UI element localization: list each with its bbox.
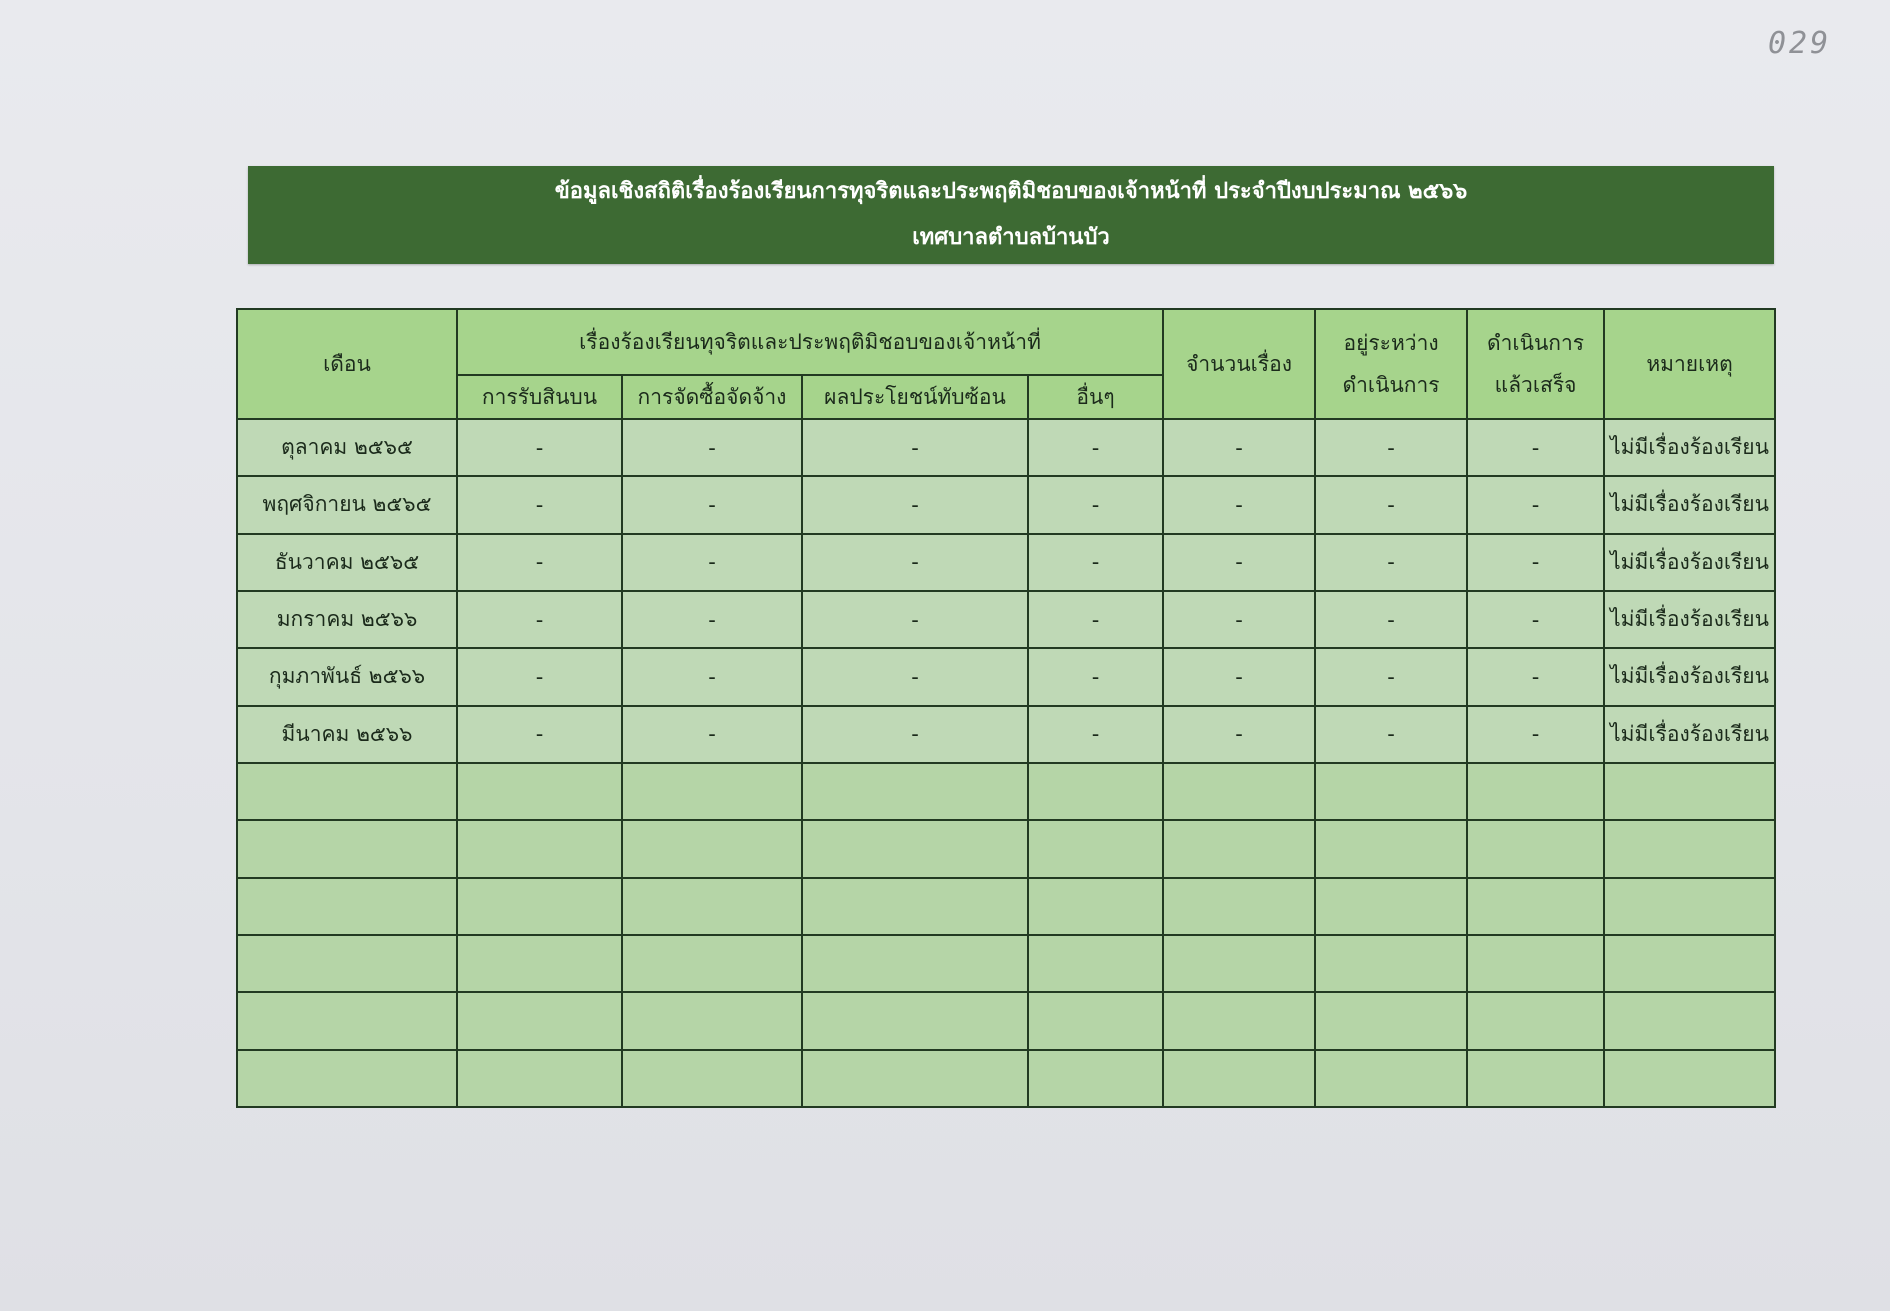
in-progress-cell: - xyxy=(1315,476,1467,533)
header-other: อื่นๆ xyxy=(1028,375,1163,419)
empty-cell xyxy=(802,1050,1028,1107)
empty-cell xyxy=(1028,1050,1163,1107)
month-cell: กุมภาพันธ์ ๒๕๖๖ xyxy=(237,648,457,705)
procurement-cell: - xyxy=(622,648,802,705)
header-bribery: การรับสินบน xyxy=(457,375,622,419)
empty-cell xyxy=(237,1050,457,1107)
header-complaint-types: เรื่องร้องเรียนทุจริตและประพฤติมิชอบของเจ้าหน้าที่ xyxy=(457,309,1163,375)
completed-cell: - xyxy=(1467,706,1604,763)
organization-name: เทศบาลตำบลบ้านบัว xyxy=(912,225,1110,250)
completed-cell: - xyxy=(1467,419,1604,476)
empty-cell xyxy=(237,820,457,877)
empty-cell xyxy=(622,935,802,992)
empty-cell xyxy=(1315,1050,1467,1107)
count-cell: - xyxy=(1163,419,1315,476)
empty-cell xyxy=(1163,763,1315,820)
empty-cell xyxy=(802,763,1028,820)
month-cell: มกราคม ๒๕๖๖ xyxy=(237,591,457,648)
empty-row xyxy=(237,935,1775,992)
conflict-cell: - xyxy=(802,706,1028,763)
conflict-cell: - xyxy=(802,419,1028,476)
header-in-progress-line2: ดำเนินการ xyxy=(1342,373,1440,397)
empty-cell xyxy=(457,878,622,935)
header-remark: หมายเหตุ xyxy=(1604,309,1775,419)
empty-cell xyxy=(1604,992,1775,1049)
count-cell: - xyxy=(1163,591,1315,648)
completed-cell: - xyxy=(1467,476,1604,533)
count-cell: - xyxy=(1163,476,1315,533)
empty-cell xyxy=(1467,820,1604,877)
empty-cell xyxy=(622,763,802,820)
table-row xyxy=(237,476,1775,533)
conflict-cell: - xyxy=(802,591,1028,648)
empty-cell xyxy=(237,763,457,820)
empty-cell xyxy=(237,935,457,992)
count-cell: - xyxy=(1163,534,1315,591)
empty-cell xyxy=(1163,992,1315,1049)
empty-cell xyxy=(1315,820,1467,877)
empty-cell xyxy=(1467,763,1604,820)
completed-cell: - xyxy=(1467,534,1604,591)
empty-cell xyxy=(802,878,1028,935)
in-progress-cell: - xyxy=(1315,534,1467,591)
procurement-cell: - xyxy=(622,591,802,648)
remark-cell: ไม่มีเรื่องร้องเรียน xyxy=(1604,476,1775,533)
empty-row xyxy=(237,1050,1775,1107)
bribery-cell: - xyxy=(457,591,622,648)
empty-cell xyxy=(457,1050,622,1107)
empty-cell xyxy=(622,820,802,877)
in-progress-cell: - xyxy=(1315,419,1467,476)
procurement-cell: - xyxy=(622,419,802,476)
other-cell: - xyxy=(1028,706,1163,763)
empty-cell xyxy=(1604,935,1775,992)
empty-cell xyxy=(1467,878,1604,935)
page-number: 029 xyxy=(1768,26,1832,61)
table-row xyxy=(237,591,1775,648)
other-cell: - xyxy=(1028,648,1163,705)
remark-cell: ไม่มีเรื่องร้องเรียน xyxy=(1604,591,1775,648)
empty-row xyxy=(237,820,1775,877)
empty-cell xyxy=(237,878,457,935)
empty-cell xyxy=(1467,1050,1604,1107)
empty-cell xyxy=(1315,878,1467,935)
empty-cell xyxy=(1028,992,1163,1049)
empty-cell xyxy=(1163,820,1315,877)
count-cell: - xyxy=(1163,706,1315,763)
empty-cell xyxy=(1028,763,1163,820)
empty-cell xyxy=(1163,1050,1315,1107)
completed-cell: - xyxy=(1467,591,1604,648)
other-cell: - xyxy=(1028,476,1163,533)
table-row xyxy=(237,648,1775,705)
empty-cell xyxy=(237,992,457,1049)
header-month: เดือน xyxy=(237,309,457,419)
empty-row xyxy=(237,763,1775,820)
empty-cell xyxy=(1467,935,1604,992)
remark-cell: ไม่มีเรื่องร้องเรียน xyxy=(1604,419,1775,476)
month-cell: มีนาคม ๒๕๖๖ xyxy=(237,706,457,763)
empty-cell xyxy=(1467,992,1604,1049)
header-completed xyxy=(1467,309,1604,419)
conflict-cell: - xyxy=(802,534,1028,591)
header-in-progress xyxy=(1315,309,1467,419)
other-cell: - xyxy=(1028,419,1163,476)
title-banner xyxy=(248,166,1774,264)
header-procurement: การจัดซื้อจัดจ้าง xyxy=(622,375,802,419)
header-in-progress-line1: อยู่ระหว่าง xyxy=(1343,331,1439,355)
empty-row xyxy=(237,878,1775,935)
empty-cell xyxy=(622,1050,802,1107)
empty-cell xyxy=(457,935,622,992)
procurement-cell: - xyxy=(622,534,802,591)
empty-cell xyxy=(1028,820,1163,877)
header-conflict-of-interest: ผลประโยชน์ทับซ้อน xyxy=(802,375,1028,419)
bribery-cell: - xyxy=(457,476,622,533)
empty-cell xyxy=(457,820,622,877)
empty-cell xyxy=(622,992,802,1049)
month-cell: พฤศจิกายน ๒๕๖๕ xyxy=(237,476,457,533)
empty-cell xyxy=(457,992,622,1049)
table-row xyxy=(237,534,1775,591)
empty-cell xyxy=(1028,935,1163,992)
empty-cell xyxy=(802,820,1028,877)
empty-cell xyxy=(622,878,802,935)
empty-cell xyxy=(1163,935,1315,992)
header-completed-line1: ดำเนินการ xyxy=(1486,331,1585,355)
empty-row xyxy=(237,992,1775,1049)
header-count: จำนวนเรื่อง xyxy=(1163,309,1315,419)
document-title: ข้อมูลเชิงสถิติเรื่องร้องเรียนการทุจริตและประพฤติมิชอบของเจ้าหน้าที่ ประจำปีงบประมาณ ๒๕๖๖ xyxy=(554,179,1468,204)
bribery-cell: - xyxy=(457,648,622,705)
month-cell: ธันวาคม ๒๕๖๕ xyxy=(237,534,457,591)
empty-cell xyxy=(1163,878,1315,935)
empty-cell xyxy=(1315,935,1467,992)
bribery-cell: - xyxy=(457,534,622,591)
complaint-statistics-table xyxy=(236,308,1776,1108)
bribery-cell: - xyxy=(457,419,622,476)
empty-cell xyxy=(457,763,622,820)
empty-cell xyxy=(1028,878,1163,935)
conflict-cell: - xyxy=(802,476,1028,533)
bribery-cell: - xyxy=(457,706,622,763)
remark-cell: ไม่มีเรื่องร้องเรียน xyxy=(1604,706,1775,763)
empty-cell xyxy=(1315,763,1467,820)
other-cell: - xyxy=(1028,534,1163,591)
in-progress-cell: - xyxy=(1315,591,1467,648)
procurement-cell: - xyxy=(622,476,802,533)
empty-cell xyxy=(1604,820,1775,877)
header-completed-line2: แล้วเสร็จ xyxy=(1494,373,1577,397)
empty-cell xyxy=(802,935,1028,992)
procurement-cell: - xyxy=(622,706,802,763)
completed-cell: - xyxy=(1467,648,1604,705)
remark-cell: ไม่มีเรื่องร้องเรียน xyxy=(1604,534,1775,591)
in-progress-cell: - xyxy=(1315,648,1467,705)
empty-cell xyxy=(1604,1050,1775,1107)
other-cell: - xyxy=(1028,591,1163,648)
empty-cell xyxy=(1604,878,1775,935)
empty-cell xyxy=(1315,992,1467,1049)
table-row xyxy=(237,706,1775,763)
empty-cell xyxy=(1604,763,1775,820)
conflict-cell: - xyxy=(802,648,1028,705)
empty-cell xyxy=(802,992,1028,1049)
month-cell: ตุลาคม ๒๕๖๕ xyxy=(237,419,457,476)
in-progress-cell: - xyxy=(1315,706,1467,763)
count-cell: - xyxy=(1163,648,1315,705)
remark-cell: ไม่มีเรื่องร้องเรียน xyxy=(1604,648,1775,705)
table-row xyxy=(237,419,1775,476)
